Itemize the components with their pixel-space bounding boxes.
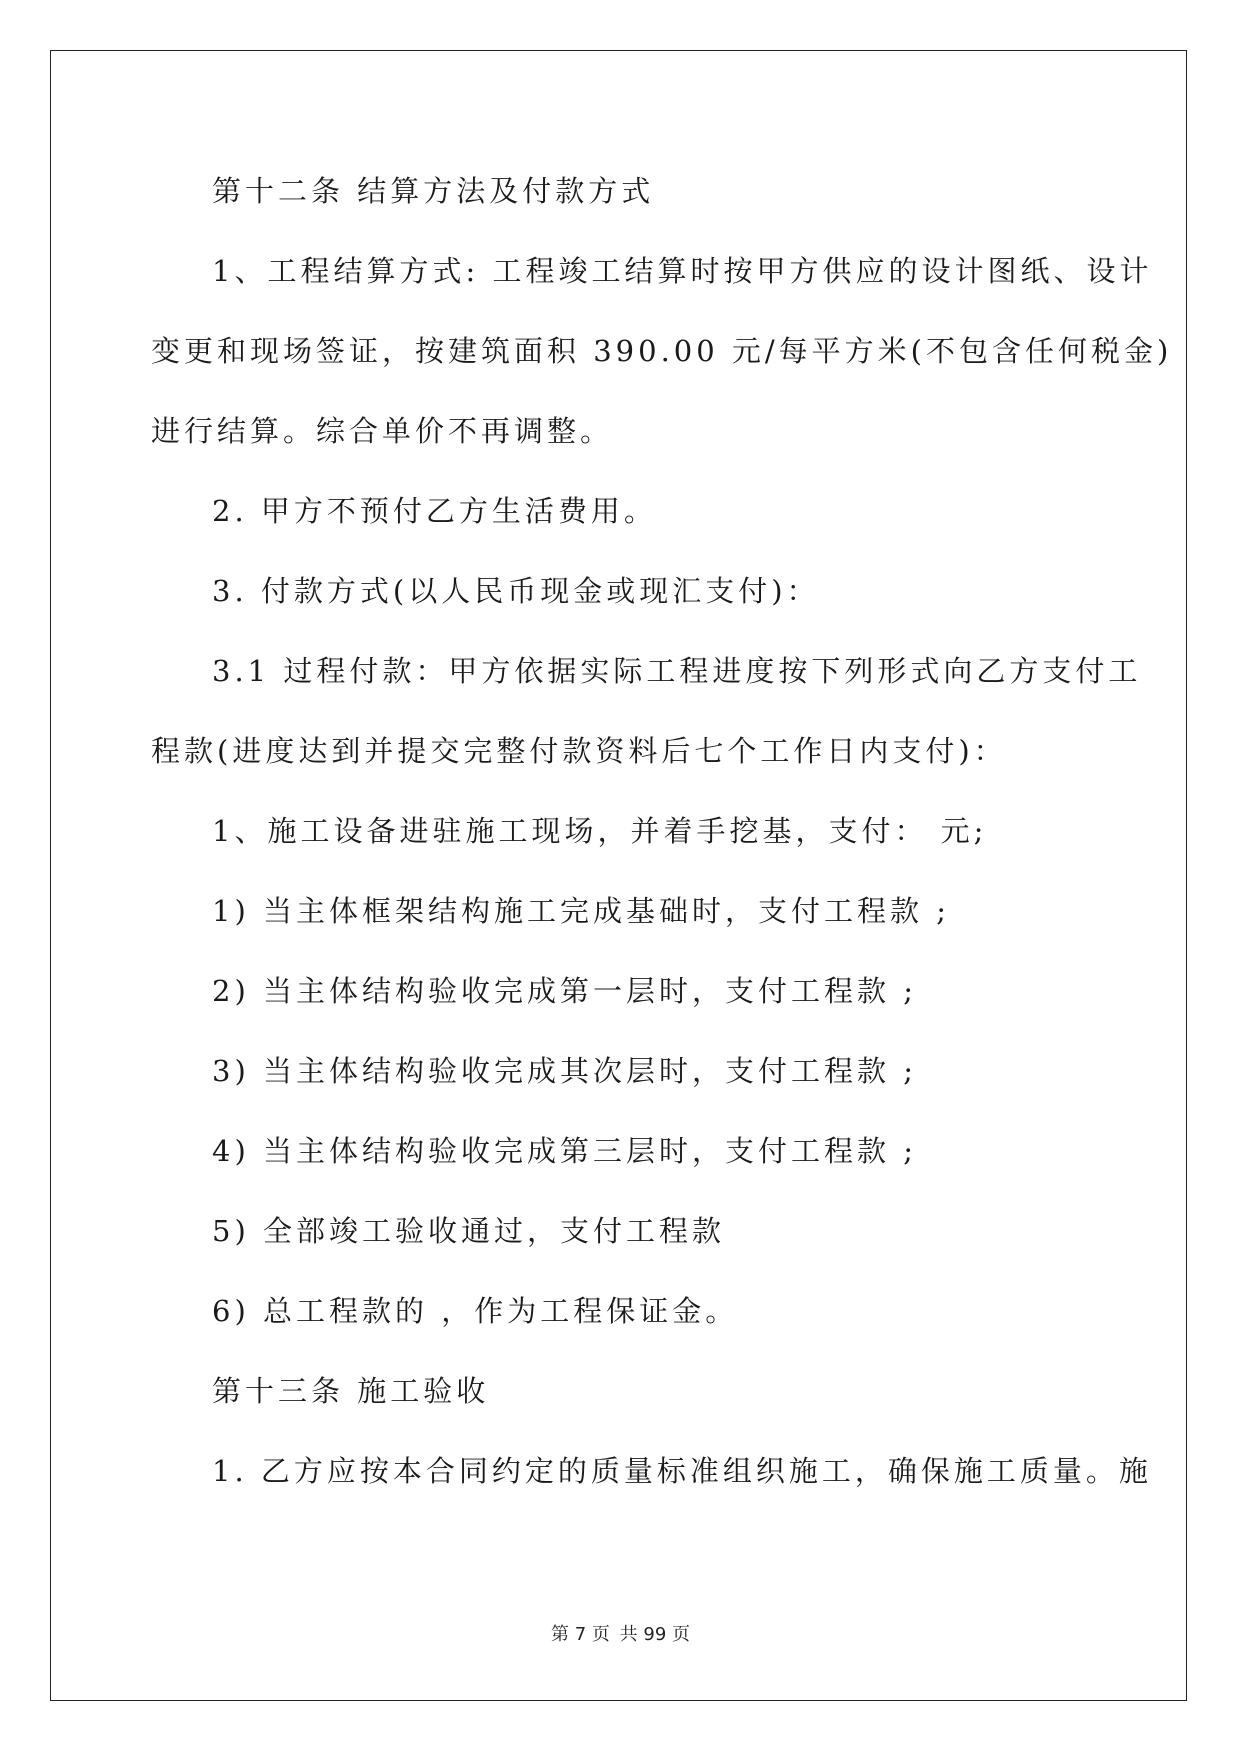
paragraph-line: 进行结算。综合单价不再调整。 — [151, 414, 614, 448]
article-12-heading: 第十二条 结算方法及付款方式 — [212, 174, 655, 208]
paragraph-line: 4) 当主体结构验收完成第三层时，支付工程款 ; — [212, 1134, 917, 1168]
article-13-heading: 第十三条 施工验收 — [212, 1374, 490, 1408]
paragraph-line: 3.1 过程付款：甲方依据实际工程进度按下列形式向乙方支付工 — [212, 654, 1142, 688]
paragraph-line: 1、工程结算方式: 工程竣工结算时按甲方供应的设计图纸、设计 — [212, 254, 1153, 288]
page-number: 第 7 页 — [551, 1624, 610, 1645]
paragraph-line: 6) 总工程款的 ，作为工程保证金。 — [212, 1294, 739, 1328]
paragraph-line: 变更和现场签证，按建筑面积 390.00 元/每平方米(不包含任何税金) — [151, 334, 1173, 368]
paragraph-line: 1) 当主体框架结构施工完成基础时，支付工程款 ; — [212, 894, 950, 928]
paragraph-line: 3) 当主体结构验收完成其次层时，支付工程款 ; — [212, 1054, 917, 1088]
paragraph-line: 1、施工设备进驻施工现场，并着手挖基，支付： 元; — [212, 814, 988, 848]
paragraph-line: 1. 乙方应按本合同约定的质量标准组织施工，确保施工质量。施 — [212, 1454, 1152, 1488]
paragraph-line: 2) 当主体结构验收完成第一层时，支付工程款 ; — [212, 974, 917, 1008]
paragraph-line: 5) 全部竣工验收通过，支付工程款 — [212, 1214, 725, 1248]
paragraph-line: 3. 付款方式(以人民币现金或现汇支付)： — [212, 574, 820, 608]
paragraph-line: 2. 甲方不预付乙方生活费用。 — [212, 494, 657, 528]
page-total: 共 99 页 — [619, 1624, 690, 1645]
paragraph-line: 程款(进度达到并提交完整付款资料后七个工作日内支付)： — [151, 734, 1007, 768]
page-footer — [0, 1620, 1241, 1646]
